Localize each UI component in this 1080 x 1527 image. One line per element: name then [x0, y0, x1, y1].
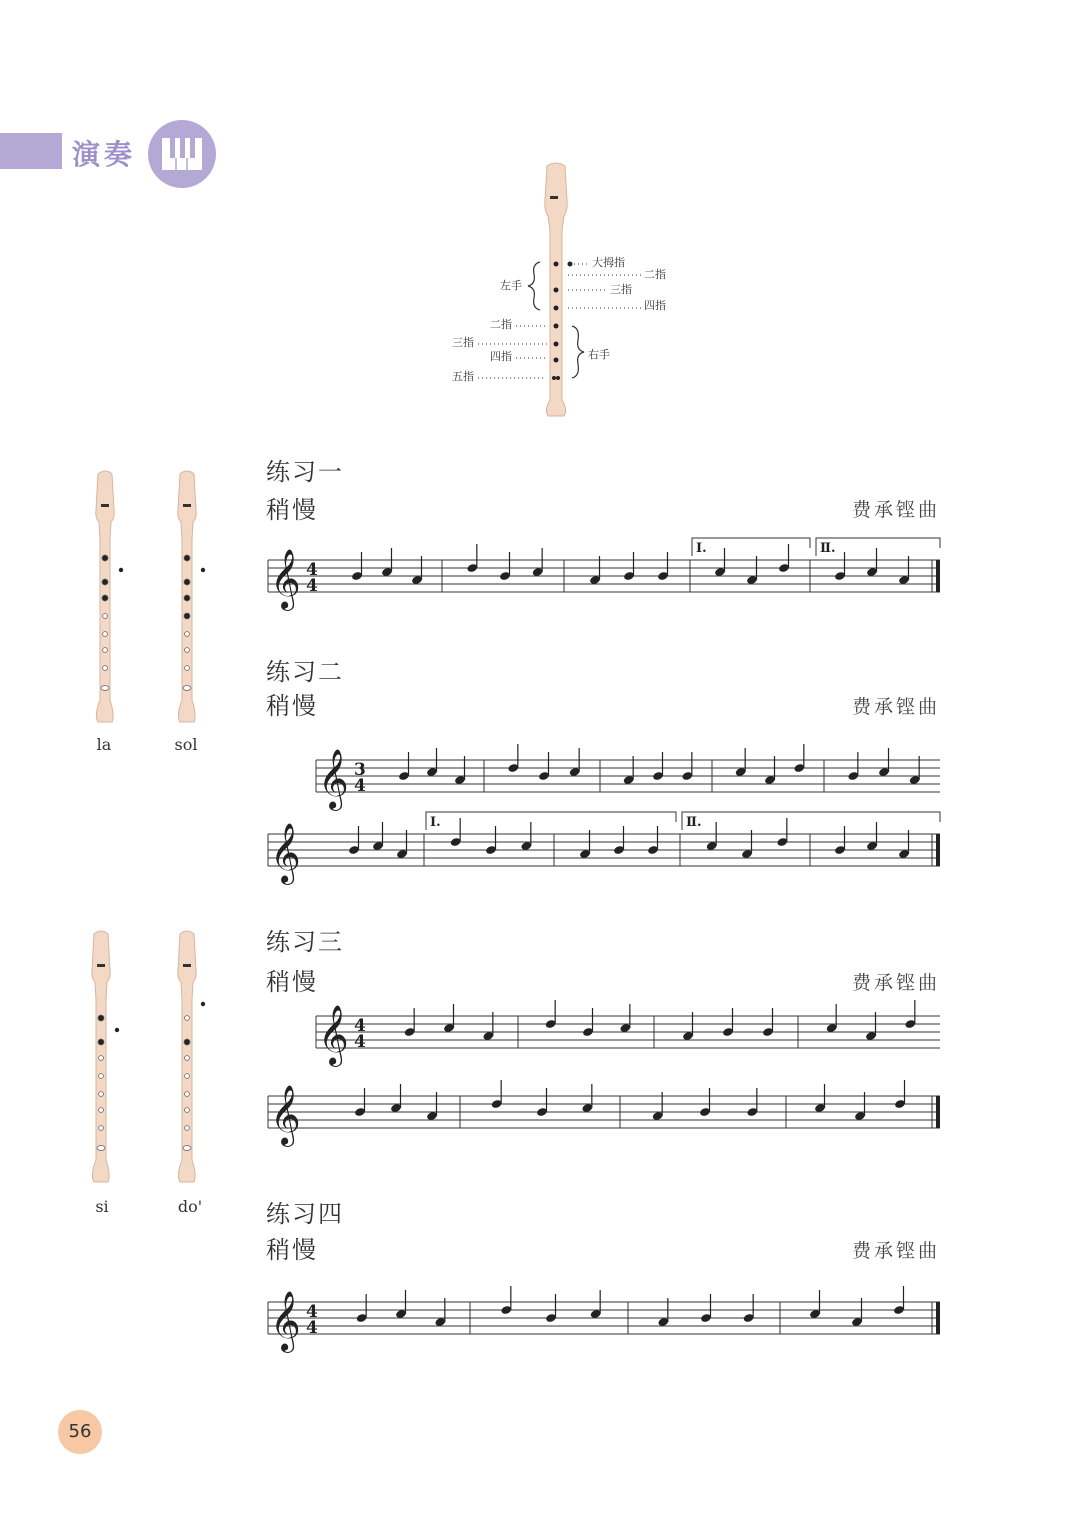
fingering-diagram	[440, 160, 680, 420]
svg-text:Ⅱ.: Ⅱ.	[820, 541, 836, 556]
exercise-2-composer: 费承铿曲	[851, 696, 940, 718]
finger-label-right-2: 二指	[490, 318, 512, 331]
recorder-si	[84, 930, 124, 1190]
svg-text:𝄞: 𝄞	[318, 749, 349, 809]
finger-label-right-3: 三指	[452, 336, 474, 349]
recorder-diagram-body	[545, 163, 567, 416]
svg-text:𝄞: 𝄞	[270, 549, 301, 609]
exercise-2-title: 练习二	[266, 658, 344, 686]
right-hand-label: 右手	[588, 348, 610, 361]
recorder-sol	[170, 470, 210, 730]
finger-label-left-2: 二指	[644, 268, 666, 281]
recorder-do-high	[170, 930, 210, 1190]
exercise-1-staff	[264, 530, 944, 620]
svg-text:Ⅰ.: Ⅰ.	[430, 815, 441, 830]
exercise-1-composer: 费承铿曲	[851, 499, 940, 521]
finger-label-right-4: 四指	[490, 350, 512, 363]
svg-text:4: 4	[306, 1318, 318, 1338]
finger-label-right-5: 五指	[452, 370, 474, 383]
finger-label-left-3: 三指	[610, 283, 632, 296]
exercise-1-title: 练习一	[266, 458, 344, 486]
svg-text:Ⅰ.: Ⅰ.	[696, 541, 707, 556]
exercise-4-staff	[264, 1278, 944, 1368]
svg-text:4: 4	[354, 1016, 366, 1036]
recorder-label-si: si	[95, 1197, 109, 1216]
recorder-label-sol: sol	[174, 735, 198, 754]
recorder-label-do-high: do'	[177, 1197, 203, 1216]
svg-text:𝄞: 𝄞	[270, 823, 301, 883]
exercise-4-tempo: 稍慢	[266, 1236, 318, 1264]
exercise-1-tempo: 稍慢	[266, 496, 318, 524]
svg-text:4: 4	[306, 576, 318, 596]
exercise-2-tempo: 稍慢	[266, 692, 318, 720]
svg-text:4: 4	[306, 560, 318, 580]
exercise-3-staff-2	[264, 1072, 944, 1162]
svg-text:𝄞: 𝄞	[270, 1291, 301, 1351]
svg-text:Ⅱ.: Ⅱ.	[686, 815, 702, 830]
exercise-4-composer: 费承铿曲	[851, 1240, 940, 1262]
svg-text:4: 4	[354, 1032, 366, 1052]
finger-label-left-4: 四指	[644, 299, 666, 312]
svg-text:3: 3	[354, 760, 366, 780]
exercise-2-staff-2	[264, 806, 944, 896]
exercise-3-composer: 费承铿曲	[851, 972, 940, 994]
exercise-3-tempo: 稍慢	[266, 968, 318, 996]
page-number: 56	[58, 1410, 102, 1454]
svg-text:4: 4	[306, 1302, 318, 1322]
piano-keys-icon	[146, 118, 218, 190]
header-accent-bar	[0, 133, 62, 169]
finger-label-thumb: 大拇指	[592, 256, 625, 269]
svg-text:4: 4	[354, 776, 366, 796]
svg-text:𝄞: 𝄞	[318, 1005, 349, 1065]
exercise-3-title: 练习三	[266, 928, 344, 956]
section-title: 演奏	[72, 138, 137, 171]
exercise-3-staff-1	[312, 998, 944, 1078]
recorder-la	[88, 470, 128, 730]
svg-text:𝄞: 𝄞	[270, 1085, 301, 1145]
exercise-4-title: 练习四	[266, 1200, 344, 1228]
recorder-label-la: la	[96, 735, 112, 754]
left-hand-label: 左手	[500, 279, 522, 292]
